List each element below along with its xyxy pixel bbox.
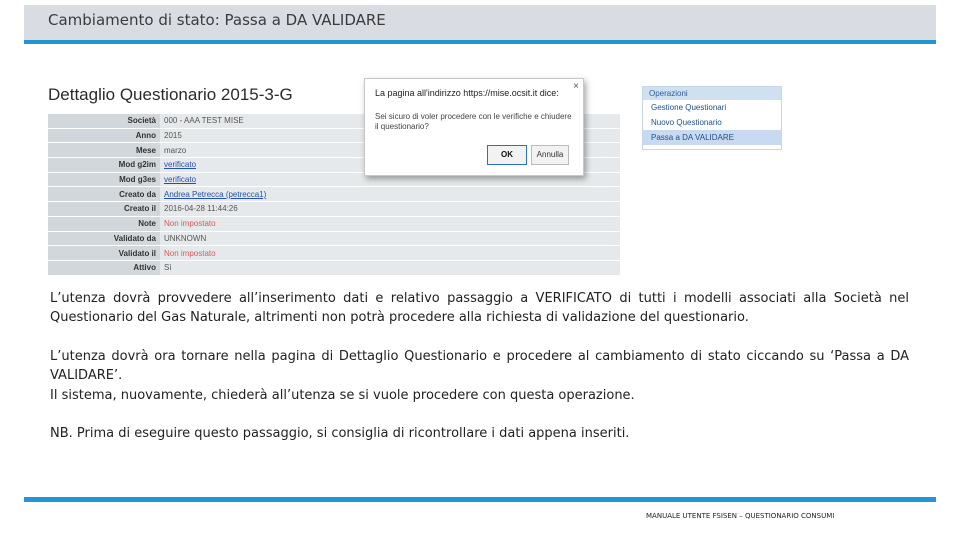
row-value-link[interactable]: Andrea Petrecca (petrecca1) bbox=[160, 187, 620, 202]
slide-title-bar bbox=[24, 5, 936, 44]
table-row bbox=[48, 260, 620, 275]
row-key: Validato il bbox=[48, 246, 160, 261]
table-row bbox=[48, 246, 620, 261]
row-value-link[interactable]: verificato bbox=[160, 172, 620, 187]
close-icon[interactable]: × bbox=[573, 81, 579, 92]
row-key: Mese bbox=[48, 143, 160, 158]
paragraph-3: Il sistema, nuovamente, chiederà all’utenza se si vuole procedere con questa operazione. bbox=[50, 388, 635, 403]
paragraph-4: NB. Prima di eseguire questo passaggio, si consiglia di ricontrollare i dati appena inseriti. bbox=[50, 426, 630, 441]
row-value: Sì bbox=[160, 260, 620, 275]
row-value: 2015 bbox=[160, 128, 620, 143]
operations-header: Operazioni bbox=[643, 87, 781, 100]
dialog-message: Sei sicuro di voler procedere con le verifiche e chiudere il questionario? bbox=[375, 112, 572, 131]
footer-text: MANUALE UTENTE FSISEN – QUESTIONARIO CONSUMI bbox=[646, 512, 835, 520]
row-value: Non impostato bbox=[160, 246, 620, 261]
footer-bar bbox=[24, 497, 936, 502]
table-row bbox=[48, 216, 620, 231]
dialog-title: La pagina all'indirizzo https://mise.ocsit.it dice: bbox=[375, 88, 559, 98]
row-value: marzo bbox=[160, 143, 620, 158]
row-key: Creato il bbox=[48, 202, 160, 217]
menu-item-gestione-questionari[interactable]: Gestione Questionari bbox=[651, 103, 727, 112]
table-row bbox=[48, 187, 620, 202]
cancel-button[interactable]: Annulla bbox=[531, 145, 569, 165]
row-value: Non impostato bbox=[160, 216, 620, 231]
confirm-dialog bbox=[364, 78, 584, 176]
paragraph-1: L’utenza dovrà provvedere all’inserimento dati e relativo passaggio a VERIFICATO di tutti i modelli associati alla Società nel Questionario del Gas Naturale, altrimenti non potrà procedere alla richiesta di validazione del questionario. bbox=[50, 291, 909, 325]
row-key: Validato da bbox=[48, 231, 160, 246]
row-key: Anno bbox=[48, 128, 160, 143]
row-key: Mod g3es bbox=[48, 172, 160, 187]
row-key: Creato da bbox=[48, 187, 160, 202]
row-key: Mod g2im bbox=[48, 158, 160, 173]
menu-item-nuovo-questionario[interactable]: Nuovo Questionario bbox=[651, 118, 722, 127]
table-row bbox=[48, 231, 620, 246]
row-value: UNKNOWN bbox=[160, 231, 620, 246]
slide-title: Cambiamento di stato: Passa a DA VALIDARE bbox=[48, 11, 386, 29]
paragraph-2: L’utenza dovrà ora tornare nella pagina di Dettaglio Questionario e procedere al cambiamento di stato ciccando su ‘Passa a DA VALIDARE’. bbox=[50, 349, 909, 383]
menu-item-passa-a-da-validare[interactable]: Passa a DA VALIDARE bbox=[643, 130, 781, 145]
row-value: 000 - AAA TEST MISE bbox=[160, 114, 620, 128]
detail-title: Dettaglio Questionario 2015-3-G bbox=[48, 85, 293, 104]
row-key: Società bbox=[48, 114, 160, 128]
table-row bbox=[48, 202, 620, 217]
operations-panel bbox=[642, 86, 782, 150]
row-key: Attivo bbox=[48, 260, 160, 275]
row-key: Note bbox=[48, 216, 160, 231]
row-value-link[interactable]: verificato bbox=[160, 158, 620, 173]
ok-button[interactable]: OK bbox=[487, 145, 527, 165]
row-value: 2016-04-28 11:44:26 bbox=[160, 202, 620, 217]
